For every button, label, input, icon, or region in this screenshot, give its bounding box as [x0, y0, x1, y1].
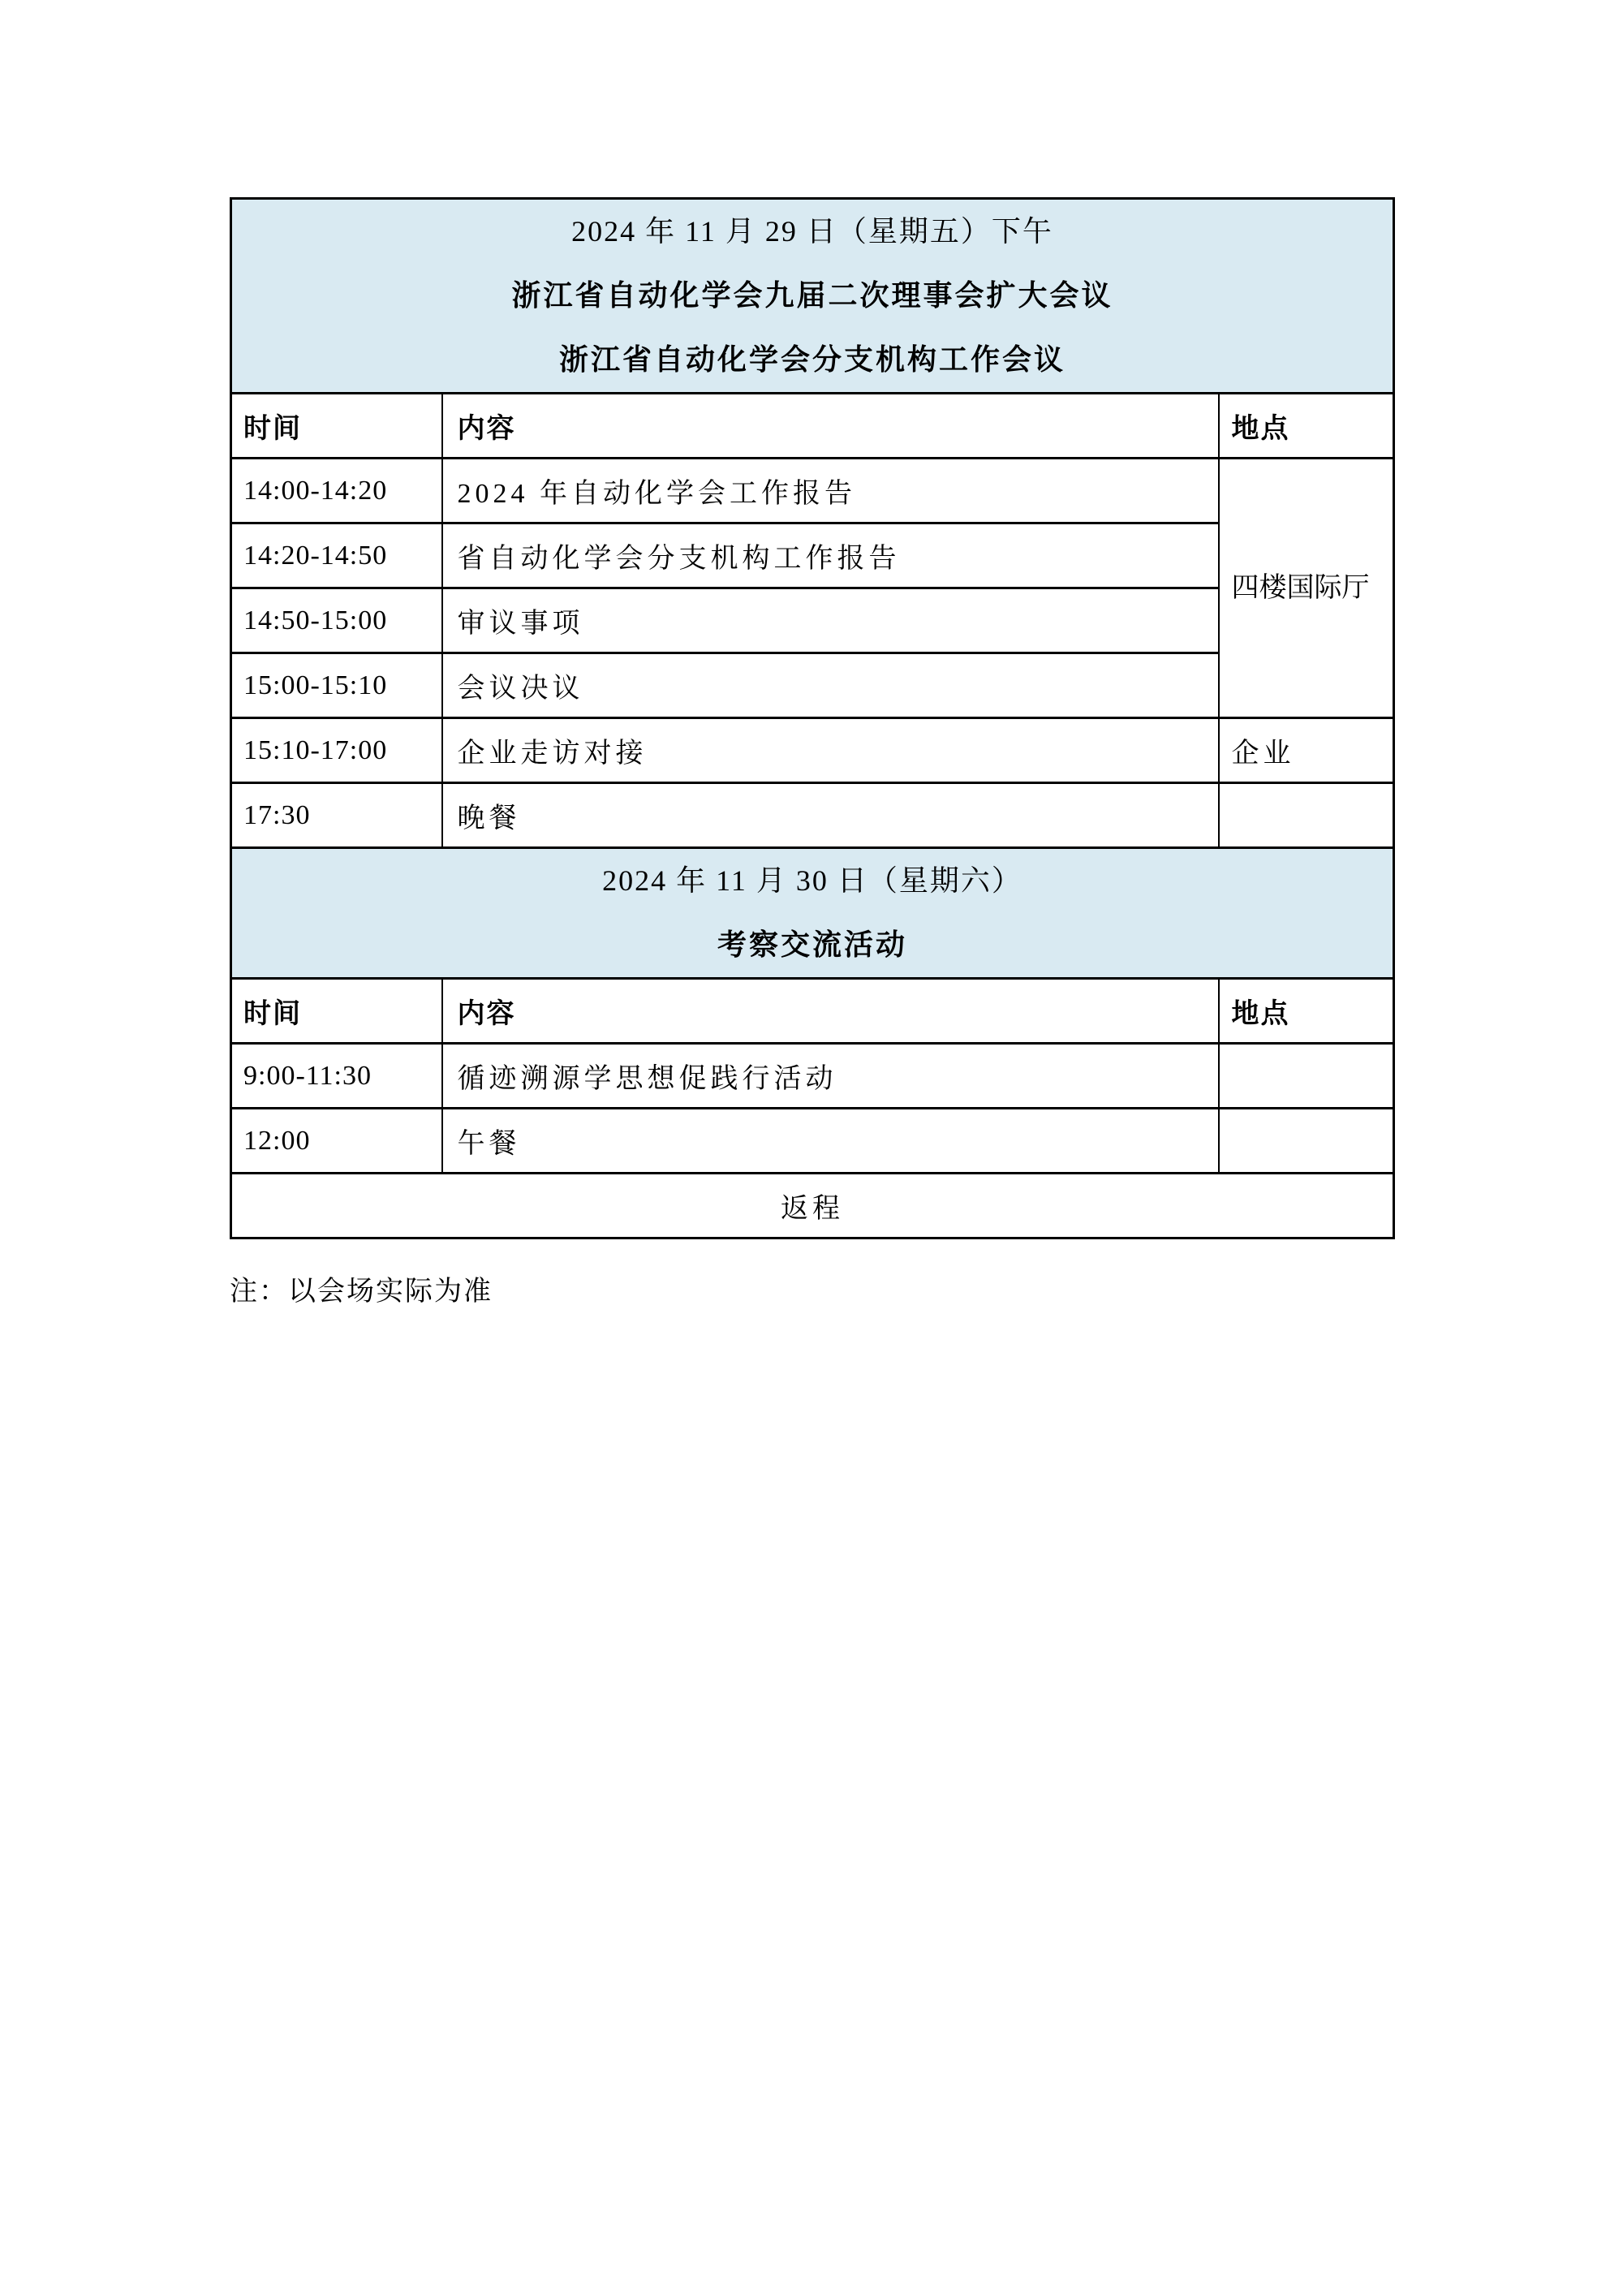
time-cell: 12:00	[231, 1109, 442, 1174]
time-cell: 17:30	[231, 783, 442, 848]
table-row	[231, 1109, 1394, 1174]
day1-banner	[231, 199, 1394, 394]
time-cell: 9:00-11:30	[231, 1044, 442, 1109]
return-trip-row	[231, 1174, 1394, 1238]
content-cell: 省自动化学会分支机构工作报告	[442, 523, 1219, 588]
day2-col-header-content: 内容	[442, 979, 1219, 1044]
table-row	[231, 783, 1394, 848]
day2-col-header-time: 时间	[231, 979, 442, 1044]
location-cell-empty	[1219, 1109, 1394, 1174]
content-cell: 循迹溯源学思想促践行活动	[442, 1044, 1219, 1109]
day1-column-header-row	[231, 394, 1394, 459]
time-cell: 14:00-14:20	[231, 459, 442, 523]
merged-location-text: 四楼国际厅	[1231, 572, 1370, 603]
table-row	[231, 718, 1394, 783]
location-cell-merged	[1219, 459, 1394, 718]
footnote: 注：以会场实际为准	[230, 1277, 493, 1307]
day1-date-line: 2024 年 11 月 29 日（星期五）下午	[571, 215, 1053, 248]
return-trip-cell: 返程	[231, 1174, 1394, 1238]
day2-col-header-location: 地点	[1219, 979, 1394, 1044]
day1-meeting-title-2: 浙江省自动化学会分支机构工作会议	[559, 343, 1066, 376]
location-cell-empty	[1219, 1044, 1394, 1109]
agenda-table	[230, 197, 1395, 1239]
content-cell: 企业走访对接	[442, 718, 1219, 783]
day1-banner-cell	[231, 199, 1394, 394]
day1-col-header-time: 时间	[231, 394, 442, 459]
content-cell: 审议事项	[442, 588, 1219, 653]
day2-activity-title: 考察交流活动	[717, 928, 908, 961]
day1-meeting-title-1: 浙江省自动化学会九届二次理事会扩大会议	[511, 279, 1113, 312]
day1-col-header-content: 内容	[442, 394, 1219, 459]
day2-column-header-row	[231, 979, 1394, 1044]
day2-banner	[231, 848, 1394, 979]
day2-banner-cell	[231, 848, 1394, 979]
table-row	[231, 1044, 1394, 1109]
content-cell: 会议决议	[442, 653, 1219, 718]
location-cell-empty	[1219, 783, 1394, 848]
day1-col-header-location: 地点	[1219, 394, 1394, 459]
table-row	[231, 459, 1394, 523]
content-cell: 2024 年自动化学会工作报告	[442, 459, 1219, 523]
location-cell: 企业	[1219, 718, 1394, 783]
time-cell: 14:50-15:00	[231, 588, 442, 653]
content-cell: 晚餐	[442, 783, 1219, 848]
time-cell: 14:20-14:50	[231, 523, 442, 588]
day2-date-line: 2024 年 11 月 30 日（星期六）	[602, 864, 1022, 897]
time-cell: 15:10-17:00	[231, 718, 442, 783]
content-cell: 午餐	[442, 1109, 1219, 1174]
time-cell: 15:00-15:10	[231, 653, 442, 718]
